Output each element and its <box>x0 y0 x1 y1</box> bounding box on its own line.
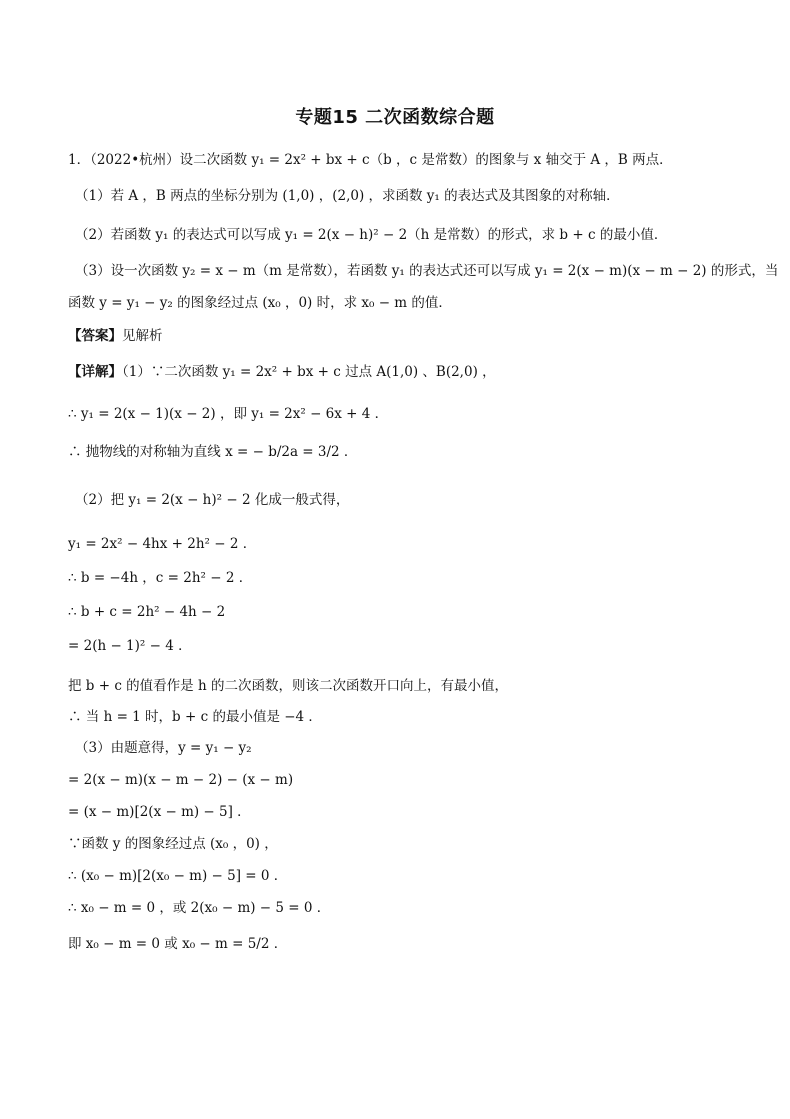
solution-line: （2）把 y₁ = 2(x − h)² − 2 化成一般式得， <box>75 492 350 508</box>
solution-line-1: 【详解】（1）∵二次函数 y₁ = 2x² + bx + c 过点 A(1,0) 、B(2,0) ， <box>68 364 496 380</box>
solution-line: ∴ b + c = 2h² − 4h − 2 <box>68 604 226 620</box>
question-part-2: （2）若函数 y₁ 的表达式可以写成 y₁ = 2(x − h)² − 2（h 是常数）的形式，求 b + c 的最小值． <box>75 227 668 243</box>
answer-text: 见解析 <box>122 328 163 344</box>
solution-line: ∴ 当 h = 1 时，b + c 的最小值是 −4 ． <box>68 709 322 725</box>
solution-line: ∴ 抛物线的对称轴为直线 x = − b/2a = 3/2 ． <box>68 444 358 460</box>
solution-line: ∴ y₁ = 2(x − 1)(x − 2) ，即 y₁ = 2x² − 6x + 4 ． <box>68 406 389 422</box>
question-part-3a: （3）设一次函数 y₂ = x − m（m 是常数），若函数 y₁ 的表达式还可以写成 y₁ = 2(x − m)(x − m − 2) 的形式，当 <box>75 263 779 279</box>
solution-line: = (x − m)[2(x − m) − 5] ． <box>68 804 251 820</box>
solution-line: 即 x₀ − m = 0 或 x₀ − m = 5/2 ． <box>68 936 288 952</box>
solution-line: （3）由题意得，y = y₁ − y₂ <box>75 740 252 756</box>
answer-line <box>68 326 163 346</box>
solution-line: y₁ = 2x² − 4hx + 2h² − 2 ． <box>68 536 257 552</box>
question-part-3b: 函数 y = y₁ − y₂ 的图象经过点 (x₀ ，0) 时，求 x₀ − m 的值． <box>68 295 452 311</box>
solution-line: 把 b + c 的值看作是 h 的二次函数，则该二次函数开口向上，有最小值， <box>68 678 508 694</box>
question-stem: 1．（2022•杭州）设二次函数 y₁ = 2x² + bx + c（b ，c 是常数）的图象与 x 轴交于 A ，B 两点． <box>68 152 673 168</box>
solution-label: 【详解】 <box>68 364 122 380</box>
question-part-1: （1）若 A ，B 两点的坐标分别为 (1,0) ，(2,0) ，求函数 y₁ 的表达式及其图象的对称轴． <box>75 188 620 204</box>
page-title: 专题15 二次函数综合题 <box>295 107 495 128</box>
solution-line: = 2(h − 1)² − 4 ． <box>68 638 192 654</box>
solution-line: ∴ x₀ − m = 0 ，或 2(x₀ − m) − 5 = 0 ． <box>68 900 331 916</box>
solution-line: ∴ b = −4h ，c = 2h² − 2 ． <box>68 570 253 586</box>
solution-line: ∴ (x₀ − m)[2(x₀ − m) − 5] = 0 ． <box>68 868 288 884</box>
solution-line: = 2(x − m)(x − m − 2) − (x − m) <box>68 772 294 788</box>
answer-label: 【答案】 <box>68 328 122 344</box>
solution-line: ∵函数 y 的图象经过点 (x₀ ，0) ， <box>68 836 278 852</box>
